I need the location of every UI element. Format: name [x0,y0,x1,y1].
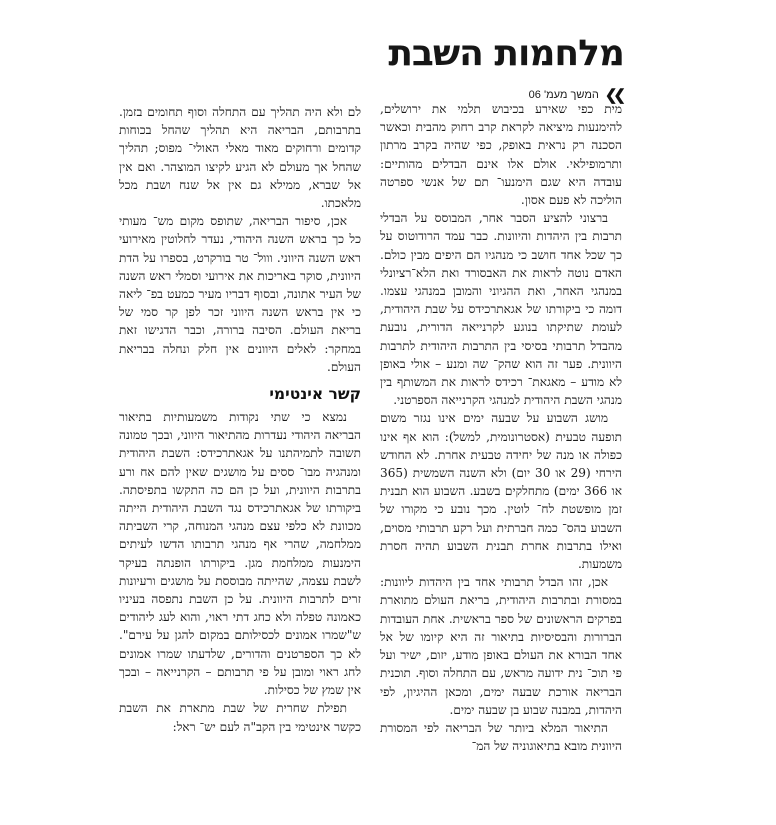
article-title: מלחמות השבת [388,33,624,74]
paragraph: אכן, סיפור הבריאה, שתופס מקום מש־ מעותי כל כך בראש השנה היהודי, נעדר לחלוטין מאירועי ראש השנה היווני. ווול־ טר בורקרט, בספרו על הדת היוונית, סוקר באריכות את אירועי וסמלי ראש השנה של העיר אתונה, ובסוף דבריו מעיר כמעט בפ־ ליאה כי אין בראש השנה היווני זכר לפן קר סמי של בריאת העולם. הסיבה ברורה, וכבר הדגישו זאת במחקר: לאלים היוונים אין חלק ונחלה בבריאת העולם. [119,214,361,374]
paragraph: אכן, זהו הבדל תרבותי אחד בין היהדות ליוונות: במסורת ובתרבות היהודית, בריאת העולם מתוארת בפרקים הראשונים של ספר בראשית. אחת העובדות הברורות והבסיסיות בתיאור זה היא קיומו של אל אחד הבורא את העולם באופן מודע, יזום, ישיר ועל פי תוכ־ נית ידועה מראש, עם התחלה וסוף. תוכנית הבריאה אורכת שבעה ימים, ומכאן ההיגיון, לפי היהדות, במבנה שבוע בן שבעה ימים. [380,575,622,717]
paragraph: ברצוני להציע הסבר אחר, המבוסס על הבדלי תרבות בין היהדות והיוונות. כבר עמד הרודוטוס על כך שכל אחד חושב כי מנהגיו הם היפים מבין כולם. האדם נוטה לראות את האבסורד ואת הלא־רציונלי במנהגי האחר, ואת ההגיוני והמובן במנהגי עצמו. דומה כי ביקורתו של אגאתרכידס על שבת היהודית, לעומת שתיקתו בנוגע לקרנייאה הדורית, נובעת מהבדל תרבותי בסיסי בין התרבות היהודית לתרבות היוונית. פער זה הוא שהק־ שה ומנע – אולי באופן לא מודע – מאגאת־ רכידס לראות את המשותף בין מנהגי השבת היהודית למנהגי הקרנייאה הספרטני. [380,211,622,408]
article-column-left [119,103,361,736]
paragraph: נמצא כי שתי נקודות משמעותיות בתיאור הבריאה היהודי נעדרות מהתיאור היווני, ובכך טמונה תשובה לתמיהתנו על אגאתרכידס: השבת היהודית ומנהגיה מבו־ ססים על מושגים שאין להם אח ורע בתרבות היוונית, ועל כן הם כה התקשו בתפיסתה. ביקורתו של אגאתרכידס נגד השבת היהודית הייתה מכוונת לא כלפי עצם מנהגי המנוחה, קרי השביתה ממלחמה, שהרי אף מנהגי תרבותו הדשו לעיתים הימנעות ממלחמת מגן. ביקורתו הופנתה בעיקר לשבת עצמה, שהייתה מבוססת על מושגים ורעיונות זרים לתרבות היוונית. על כן השבת נתפסה בעיניו כאמונה טפלה ולא כחג דתי ראוי, והוא לעג ליהודים ש"שמרו אמונים לכסילותם במקום להגן על עירם". לא כך הספרטנים והדורים, שלדעתו שמרו אמונים לחג ראוי ומובן על פי תרבותם – הקרנייאה – ובכך אין שמץ של כסילות. [119,410,361,698]
double-chevron-right-icon: ❯❯ [604,87,622,104]
paragraph: מית כפי שאירע בכיבוש תלמי את ירושלים, להימנעות מיציאה לקראת קרב רחוק מהבית וכאשר הסכנה רק נראית באופק, כפי שהיה בקרב מרתון ותרמופילאי. אולם אלו אינם הבדלים מהותיים: עובדה היא שגם הימנעו־ תם של אנשי ספרטה הוליכה לא פעם אסון. [380,102,622,208]
paragraph: התיאור המלא ביותר של הבריאה לפי המסורת היוונית מובא בתיאוגוניה של המ־ [380,720,622,754]
continuation-label: המשך מעמ' 06 [528,89,599,101]
paragraph: תפילת שחרית של שבת מתארת את השבת כקשר אינטימי בין הקב"ה לעם יש־ ראל: [119,701,361,734]
section-subheading: קשר אינטימי [269,385,361,404]
article-column-right [380,100,622,755]
paragraph: מושג השבוע על שבעה ימים אינו נגזר משום תופעה טבעית (אסטרונומית, למשל): הוא אף אינו כפולה או מנה של יחידה טבעית אחרת. לא החודש הירחי (29 או 30 יום) ולא השנה השמשית (365 או 366 ימים) מתחלקים בשבע. השבוע הוא תבנית זמן מופשטת לח־ לוטין. מכך נובע כי מקורו של השבוע בהס־ כמה חברתית ועל רקע תרבותי מסוים, ואילו בתרבות אחרת תבנית השבוע תהיה חסרת משמעות. [380,411,623,572]
paragraph: לם ולא היה תהליך עם התחלה וסוף תחומים בזמן. בתרבותם, הבריאה היא תהליך שהחל בכוחות קדומים ורחוקים מאוד מאלי האולי־ מפוס; תהליך שהחל אך מעולם לא הגיע לקיצו המוצהר. ואם אין אל שברא, ממילא גם אין אל שנח ושבת מכל מלאכתו. [119,105,361,211]
